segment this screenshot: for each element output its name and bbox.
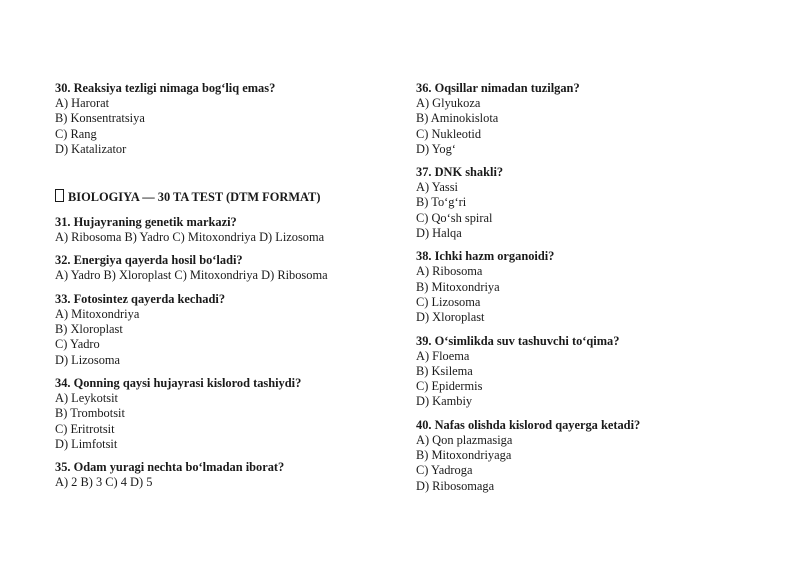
question-title: 39. O‘simlikda suv tashuvchi to‘qima? [416,333,620,348]
option-b: B) Xloroplast [55,322,123,337]
question-31 [55,214,395,245]
missing-glyph-icon [55,189,64,202]
option-c: C) Epidermis [416,379,483,394]
option-c: C) Lizosoma [416,294,481,309]
question-30 [55,80,395,157]
question-title: 40. Nafas olishda kislorod qayerga ketadi? [416,417,641,432]
option-a: A) Glyukoza [416,96,481,110]
option-d: D) Xloroplast [416,310,485,325]
option-d: D) Halqa [416,226,462,241]
left-column [55,80,395,497]
question-40 [416,417,756,494]
question-title: 30. Reaksiya tezligi nimaga bog‘liq emas? [55,81,276,95]
option-a: A) Harorat [55,96,110,110]
question-36 [416,80,756,157]
option-b: B) Trombotsit [55,406,125,421]
option-c: C) Rang [55,126,97,141]
question-32 [55,252,395,283]
section-heading-text: BIOLOGIYA — 30 TA TEST (DTM FORMAT) [68,190,321,205]
question-title: 32. Energiya qayerda hosil bo‘ladi? [55,253,243,268]
option-b: B) To‘g‘ri [416,195,467,210]
right-column [416,80,756,501]
options-inline: A) Ribosoma B) Yadro C) Mitoxondriya D) Lizosoma [55,230,325,245]
option-b: B) Ksilema [416,363,473,378]
option-b: B) Aminokislota [416,111,499,126]
question-title: 33. Fotosintez qayerda kechadi? [55,291,226,306]
question-34 [55,375,395,452]
option-a: A) Yassi [416,180,459,195]
option-c: C) Nukleotid [416,126,482,141]
question-title: 35. Odam yuragi nechta bo‘lmadan iborat? [55,460,285,475]
question-39 [416,333,756,410]
question-title: 34. Qonning qaysi hujayrasi kislorod tashiydi? [55,375,302,390]
question-title: 36. Oqsillar nimadan tuzilgan? [416,81,580,95]
option-a: A) Mitoxondriya [55,306,140,321]
question-33 [55,291,395,368]
section-heading [55,189,395,205]
question-38 [416,248,756,325]
option-c: C) Yadroga [416,463,473,478]
option-c: C) Yadro [55,337,100,352]
option-d: D) Limfotsit [55,436,118,451]
option-d: D) Ribosomaga [416,478,495,493]
question-title: 31. Hujayraning genetik markazi? [55,215,237,230]
question-37 [416,164,756,241]
option-d: D) Lizosoma [55,352,121,367]
option-c: C) Eritrotsit [55,421,115,436]
options-inline: A) Yadro B) Xloroplast C) Mitoxondriya D) Ribosoma [55,268,328,283]
option-d: D) Yog‘ [416,141,456,156]
option-d: D) Katalizator [55,141,127,156]
option-a: A) Ribosoma [416,264,483,279]
option-a: A) Qon plazmasiga [416,432,513,447]
option-d: D) Kambiy [416,394,473,409]
option-b: B) Mitoxondriya [416,279,500,294]
question-title: 38. Ichki hazm organoidi? [416,249,555,264]
option-a: A) Leykotsit [55,390,118,405]
options-inline: A) 2 B) 3 C) 4 D) 5 [55,475,153,490]
option-a: A) Floema [416,348,470,363]
option-b: B) Konsentratsiya [55,111,145,126]
option-b: B) Mitoxondriyaga [416,448,512,463]
question-35 [55,459,395,490]
question-title: 37. DNK shakli? [416,165,504,180]
option-c: C) Qo‘sh spiral [416,210,493,225]
